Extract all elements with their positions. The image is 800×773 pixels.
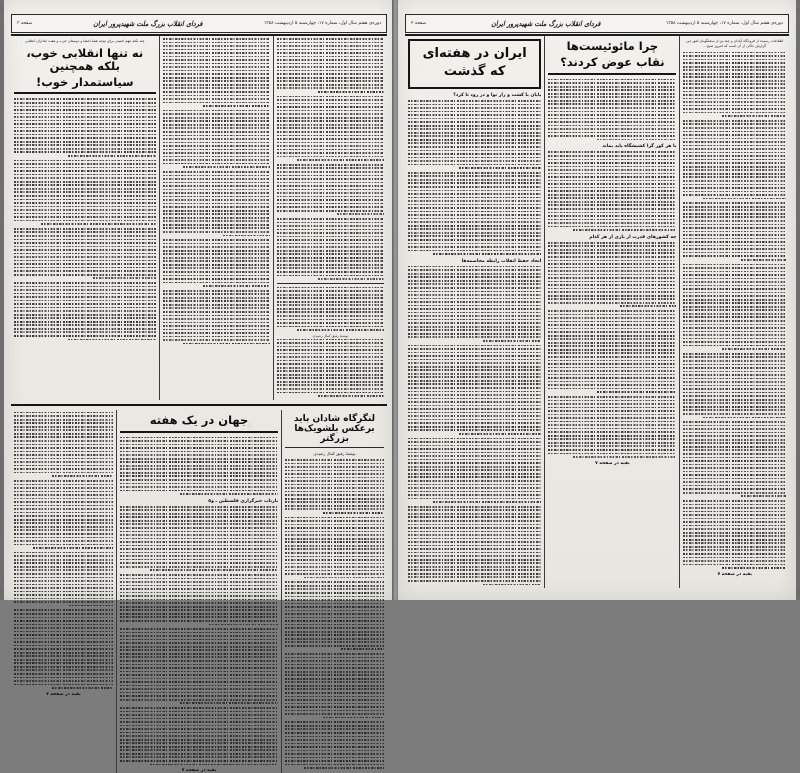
body-text xyxy=(14,412,113,477)
body-text xyxy=(120,707,278,765)
page-number-left: دوره‌ی هفتم سال اول، شماره ۱۷، چهارشنبه ۵ اردیبهشت ۱۳۵۸ xyxy=(263,21,381,26)
body-text xyxy=(408,438,541,503)
body-text xyxy=(14,282,156,340)
section-subhead: بازتاب خبرگزاری فلسطین ـ و۵ xyxy=(208,498,279,504)
body-text xyxy=(548,151,676,230)
body-text xyxy=(14,552,113,607)
body-text xyxy=(163,110,270,168)
lead-kicker: چند نکتهٔ مهم امنیتی برای توجه همهٔ اعضا و دوستان حزب و هفت ماداران انقلابی xyxy=(24,39,145,43)
body-text xyxy=(163,239,270,287)
heading-rule xyxy=(285,447,384,448)
body-text xyxy=(683,500,786,569)
column-wrapper-left-top xyxy=(11,36,387,400)
body-text xyxy=(408,345,541,435)
newspaper-page-right xyxy=(398,0,796,600)
scan-edge-right xyxy=(796,0,800,600)
article-subhead: پایان با کشت و زار نوا و در زود تا کرد؟ xyxy=(453,93,542,99)
column-left-bottom-2 xyxy=(116,410,281,773)
body-text xyxy=(277,287,384,331)
masthead-logo-right: فردای انقلاب بزرگ ملت شهیدپرور ایران xyxy=(491,19,601,28)
heading-rule xyxy=(120,431,278,433)
body-text xyxy=(548,310,676,393)
body-text xyxy=(285,459,384,514)
body-text xyxy=(277,218,384,280)
issue-line-right: دوره‌ی هفتم سال اول، شماره ۱۷، چهارشنبه ۵ اردیبهشت ۱۳۵۸ xyxy=(665,21,783,26)
column-note: نوشتهٔ رفیق کمال رشیدی xyxy=(312,333,349,338)
body-text xyxy=(548,242,676,307)
continuation-note-right-2: بقیه در صفحه ۷ xyxy=(595,460,630,466)
body-text xyxy=(14,160,156,225)
body-text xyxy=(14,228,156,279)
secondary-headline-line1: چرا مائوئیست‌ها xyxy=(566,39,659,53)
column-left-bottom-3 xyxy=(281,410,387,773)
masthead-right xyxy=(405,14,789,33)
continuation-note-right: بقیه در صفحه ۷ xyxy=(717,571,753,577)
column-divider-rule xyxy=(277,283,384,284)
main-headline-box xyxy=(408,39,541,89)
body-text xyxy=(277,339,384,397)
body-text xyxy=(683,353,786,418)
column-wrapper-right xyxy=(405,36,789,588)
main-headline-line1: ایران در هفته‌ای xyxy=(422,46,527,61)
main-headline-line2: که گذشت xyxy=(443,63,506,79)
section-byline: نوشتهٔ رفیق کمال رشیدی xyxy=(313,451,356,456)
newspaper-page-left xyxy=(4,0,394,773)
body-text xyxy=(683,120,786,199)
body-text xyxy=(408,506,541,585)
page-label-left: صفحه ۳ xyxy=(17,21,33,26)
body-text xyxy=(120,506,278,571)
continuation-note-left-2: بقیه در صفحه ۷ xyxy=(46,691,81,697)
page-content-right xyxy=(405,34,789,588)
body-text xyxy=(277,164,384,215)
body-text xyxy=(120,628,278,704)
body-text xyxy=(285,721,384,769)
column-wrapper-left-bottom xyxy=(11,410,387,773)
body-text xyxy=(683,202,786,260)
article-kicker-right: اطلاعات رسیده از فرودگاه آبادان و چند تن از سخنگویان امور این گزارش حاکی از آن است که امروز صبح... xyxy=(686,39,784,48)
article-subhead: اتحاد حفظ انقلاب رابطه مخاصمه‌ها xyxy=(461,258,542,264)
continuation-note-left: بقیه در صفحه ۷ xyxy=(181,768,217,773)
body-text xyxy=(683,264,786,350)
column-left-1-lead xyxy=(11,36,159,400)
body-text xyxy=(285,653,384,718)
masthead-logo-left: فردای انقلاب بزرگ ملت شهیدپرور ایران xyxy=(93,19,203,28)
column-right-4 xyxy=(679,36,789,588)
article-subhead: با هر کور گرا کشیشگاه باید بماند xyxy=(602,144,677,150)
page-content-left xyxy=(11,34,387,773)
section-divider-left xyxy=(11,404,387,406)
column-left-3 xyxy=(273,36,387,400)
body-text xyxy=(277,96,384,161)
lead-headline-line1: نه تنها انقلابی خوب، بلکه همچنین xyxy=(26,45,144,73)
body-text xyxy=(14,609,113,688)
headline-underline xyxy=(14,92,156,94)
column-right-1-main xyxy=(405,36,544,588)
body-text xyxy=(548,79,676,141)
body-text xyxy=(14,98,156,156)
body-text xyxy=(163,290,270,345)
article-subhead: چه کشورهای قدرت از بازی از هر کدام xyxy=(589,234,677,240)
body-text xyxy=(683,421,786,497)
body-text xyxy=(408,100,541,169)
body-text xyxy=(120,437,278,495)
masthead-left xyxy=(11,14,387,33)
body-text xyxy=(14,480,113,549)
body-text xyxy=(120,574,278,625)
body-text xyxy=(163,171,270,236)
lead-headline-line2: سیاستمدار خوب! xyxy=(35,74,134,89)
body-text xyxy=(548,396,676,458)
column-right-3-secondary xyxy=(544,36,679,588)
page-label-right: صفحه ۲ xyxy=(411,21,427,26)
column-left-bottom-1 xyxy=(11,410,116,773)
body-text xyxy=(408,266,541,342)
section-heading-world: جهان در یک هفته xyxy=(149,412,249,427)
body-text xyxy=(683,52,786,117)
body-text xyxy=(277,38,384,93)
section-heading-anchor: لنگرگاه شادان باید برعکس بلشویک‌ها بزرگتر xyxy=(294,413,376,444)
body-text xyxy=(408,172,541,255)
secondary-headline-line2: نقاب عوض کردند؟ xyxy=(560,54,665,69)
headline-underline xyxy=(548,73,676,75)
body-text xyxy=(285,517,384,579)
column-left-2 xyxy=(159,36,273,400)
body-text xyxy=(285,581,384,650)
body-text xyxy=(163,38,270,107)
